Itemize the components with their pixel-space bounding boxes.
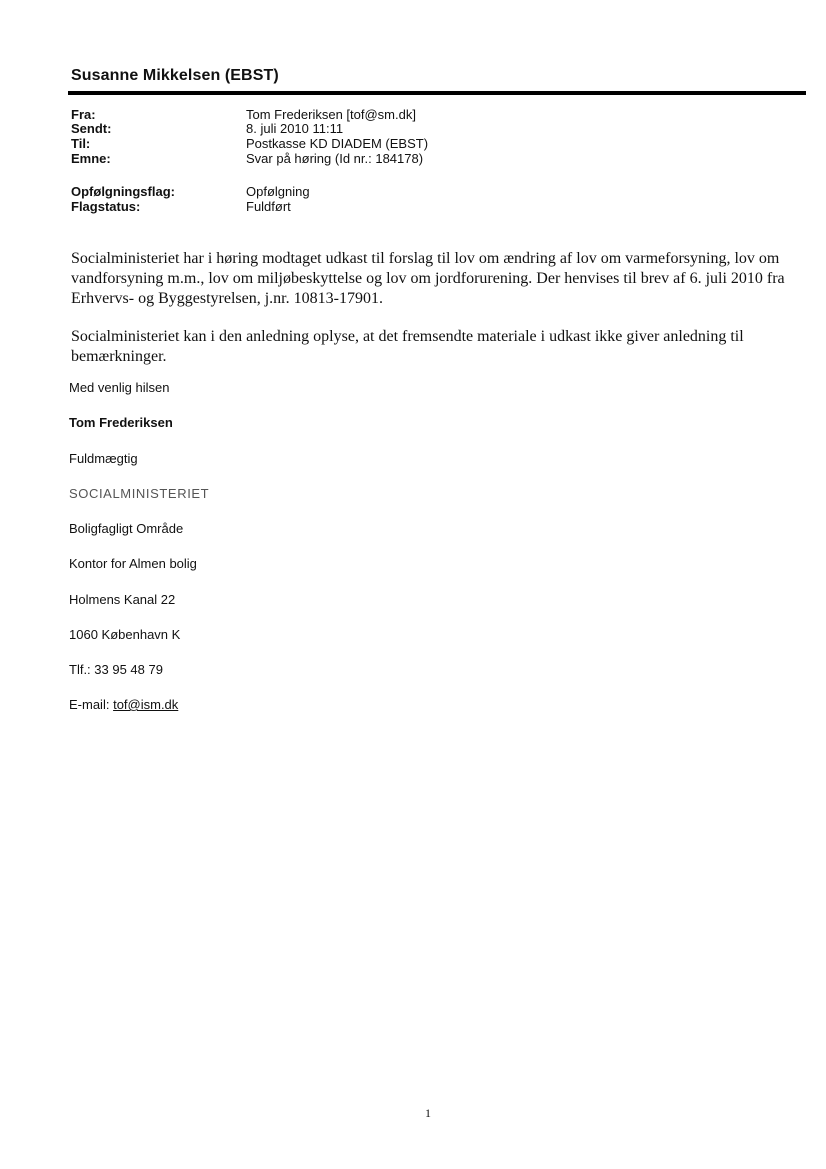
page-number: 1 bbox=[425, 1106, 431, 1120]
flag-status-label: Flagstatus: bbox=[71, 199, 141, 214]
phone-number: Tlf.: 33 95 48 79 bbox=[69, 662, 163, 677]
title-divider bbox=[68, 91, 806, 95]
sender-position: Fuldmægtig bbox=[69, 451, 138, 466]
to-value: Postkasse KD DIADEM (EBST) bbox=[246, 136, 429, 151]
office-name: Kontor for Almen bolig bbox=[69, 556, 197, 571]
body-paragraph: Socialministeriet har i høring modtaget udkast til forslag til lov om ændring af lov om varmeforsyning, lov om vandforsyning m.m., lov om miljøbeskyttelse og lov om jordforurening. Der henvises til brev af 6. juli 2010 fra Erhvervs- og Byggestyrelsen, j.nr. 10813-17901. bbox=[71, 250, 785, 307]
followup-flag-label: Opfølgningsflag: bbox=[71, 184, 175, 199]
from-value: Tom Frederiksen [tof@sm.dk] bbox=[246, 107, 416, 122]
printer-name-title: Susanne Mikkelsen (EBST) bbox=[71, 67, 279, 84]
organization-name: SOCIALMINISTERIET bbox=[69, 486, 210, 501]
to-label: Til: bbox=[71, 136, 91, 151]
flag-status-value: Fuldført bbox=[246, 199, 291, 214]
email-label: E-mail: bbox=[69, 697, 110, 712]
sender-name: Tom Frederiksen bbox=[69, 415, 173, 430]
city-address: 1060 København K bbox=[69, 627, 181, 642]
division-name: Boligfagligt Område bbox=[69, 521, 184, 536]
greeting: Med venlig hilsen bbox=[69, 380, 170, 395]
sent-value: 8. juli 2010 11:11 bbox=[246, 121, 344, 136]
body-paragraph: Socialministeriet kan i den anledning oplyse, at det fremsendte materiale i udkast ikke giver anledning til bemærkninger. bbox=[71, 328, 744, 365]
subject-value: Svar på høring (Id nr.: 184178) bbox=[246, 151, 424, 166]
email-link[interactable]: tof@ism.dk bbox=[113, 697, 179, 712]
subject-label: Emne: bbox=[71, 151, 111, 166]
email-line bbox=[69, 697, 178, 712]
from-label: Fra: bbox=[71, 107, 96, 122]
sent-label: Sendt: bbox=[71, 121, 112, 136]
street-address: Holmens Kanal 22 bbox=[69, 592, 176, 607]
followup-flag-value: Opfølgning bbox=[246, 184, 310, 199]
